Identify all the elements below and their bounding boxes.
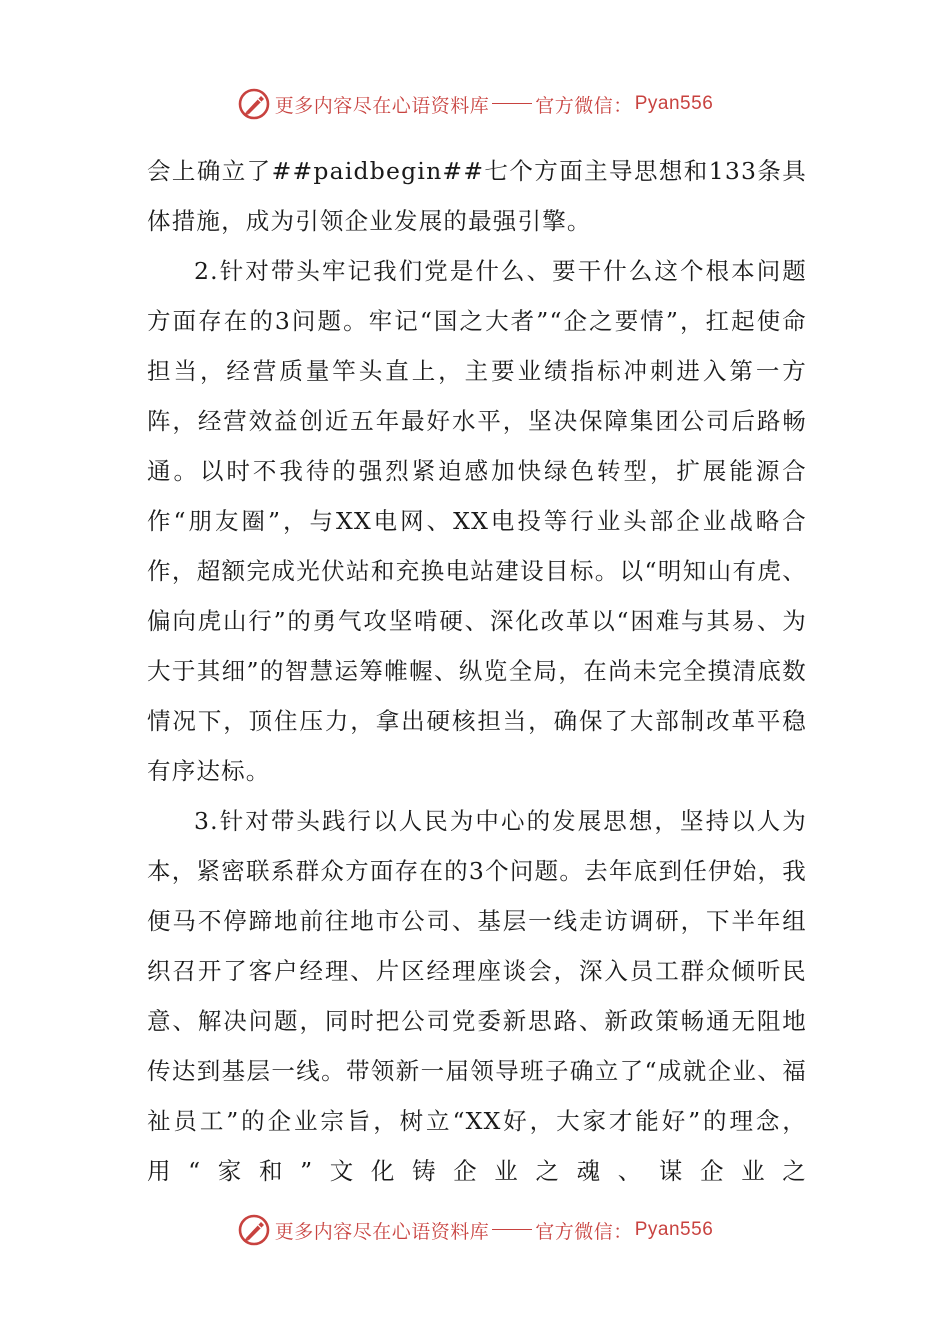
wechat-label: 官方微信： (535, 1220, 633, 1243)
pen-logo-icon (237, 1213, 271, 1247)
footer-banner (0, 1208, 950, 1252)
banner-dash-separator (492, 1229, 532, 1230)
wechat-id: Pyan556 (634, 1219, 714, 1240)
banner-dash-separator (492, 103, 532, 104)
paragraph-item-3: 3.针对带头践行以人民为中心的发展思想，坚持以人为本，紧密联系群众方面存在的3个问题。去年底到任伊始，我便马不停蹄地前往地市公司、基层一线走访调研，下半年组织召开了客户经理、片区经理座谈会，深入员工群众倾听民意、解决问题，同时把公司党委新思路、新政策畅通无阻地传达到基层一线。带领新一届领导班子确立了“成就企业、福祉员工”的企业宗旨，树立“XX好，大家才能好”的理念，用“家和”文化铸企业之魂、谋企业之 (147, 807, 807, 1185)
document-body (147, 146, 807, 1196)
header-banner (0, 82, 950, 126)
banner-text: 更多内容尽在心语资料库 (274, 94, 490, 117)
banner-text: 更多内容尽在心语资料库 (274, 1220, 490, 1243)
wechat-label: 官方微信： (535, 94, 633, 117)
pen-logo-icon (237, 87, 271, 121)
paragraph-continuation: 会上确立了##paidbegin##七个方面主导思想和133条具体措施，成为引领企业发展的最强引擎。 (147, 157, 807, 235)
wechat-id: Pyan556 (634, 93, 714, 114)
paragraph-item-2: 2.针对带头牢记我们党是什么、要干什么这个根本问题方面存在的3问题。牢记“国之大者”“企之要情”，扛起使命担当，经营质量竿头直上，主要业绩指标冲刺进入第一方阵，经营效益创近五年最好水平，坚决保障集团公司后路畅通。以时不我待的强烈紧迫感加快绿色转型，扩展能源合作“朋友圈”，与XX电网、XX电投等行业头部企业战略合作，超额完成光伏站和充换电站建设目标。以“明知山有虎、偏向虎山行”的勇气攻坚啃硬、深化改革以“困难与其易、为大于其细”的智慧运筹帷幄、纵览全局，在尚未完全摸清底数情况下，顶住压力，拿出硬核担当，确保了大部制改革平稳有序达标。 (147, 257, 807, 785)
